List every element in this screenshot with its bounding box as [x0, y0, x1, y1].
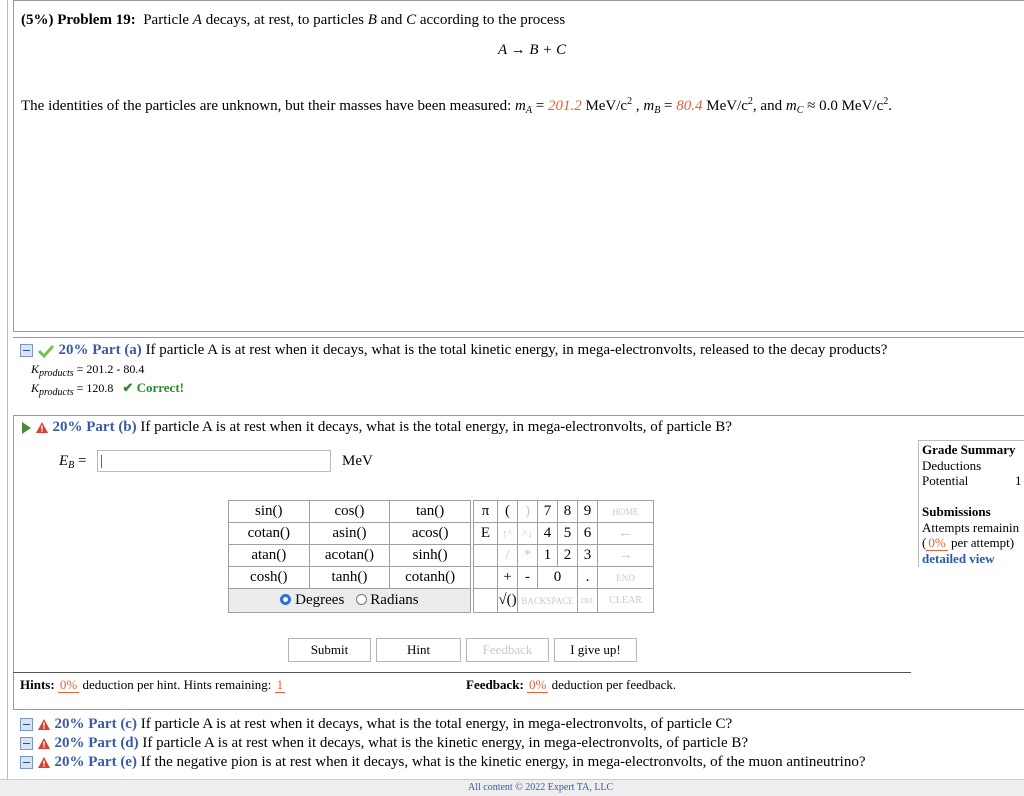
and-word: , and [752, 98, 783, 114]
key-8[interactable]: 8 [558, 501, 578, 523]
clear-key[interactable]: CLEAR [598, 589, 654, 613]
part-b-header[interactable] [22, 419, 732, 436]
text-caret [101, 455, 102, 468]
pi-key[interactable]: π [474, 501, 498, 523]
mc-value: 0.0 [819, 98, 838, 114]
part-a-var-2: K [31, 381, 40, 395]
warning-icon [37, 718, 51, 731]
sin-key[interactable]: sin() [229, 501, 310, 523]
key-4[interactable]: 4 [538, 523, 558, 545]
blank-key [474, 545, 498, 567]
tanh-key[interactable]: tanh() [309, 567, 390, 589]
minus-key[interactable]: - [518, 567, 538, 589]
collapse-icon[interactable] [20, 344, 33, 357]
submit-button[interactable]: Submit [288, 638, 371, 662]
cotanh-key[interactable]: cotanh() [390, 567, 471, 589]
cotan-key[interactable]: cotan() [229, 523, 310, 545]
part-c-question: If particle A is at rest when it decays, what is the total energy, in mega-electronvolts, of particle C? [140, 716, 733, 732]
rparen-key[interactable]: ) [518, 501, 538, 523]
potential-label: Potential [922, 473, 969, 488]
feedback-pct: 0% [529, 677, 547, 692]
home-key[interactable]: HOME [598, 501, 654, 523]
key-7[interactable]: 7 [538, 501, 558, 523]
cos-key[interactable]: cos() [309, 501, 390, 523]
warning-icon [37, 756, 51, 769]
feedback-text: deduction per feedback. [551, 677, 677, 692]
mb-label: m [643, 98, 655, 114]
part-b-question: If particle A is at rest when it decays, what is the total energy, in mega-electronvolts, of particle B? [140, 419, 732, 435]
mb-value: 80.4 [676, 98, 703, 114]
right-arrow-key[interactable]: → [598, 545, 654, 567]
left-arrow-key[interactable]: ← [598, 523, 654, 545]
part-e-weight: 20% Part (e) [54, 754, 137, 770]
decay-equation: A → B + C [498, 42, 567, 58]
hints-pct: 0% [59, 677, 78, 692]
eb-equals: = [78, 453, 87, 469]
part-a-expr-1: = 201.2 - 80.4 [76, 362, 145, 376]
per-attempt-text: per attempt) [950, 535, 1015, 550]
del-key[interactable]: DEL [578, 589, 598, 613]
blank-key [474, 567, 498, 589]
grade-summary-title: Grade Summary [922, 442, 1016, 457]
attempts-label: Attempts remainin [922, 520, 1020, 535]
problem-weight: (5%) [21, 12, 54, 28]
key-0[interactable]: 0 [538, 567, 578, 589]
expand-icon[interactable] [22, 422, 31, 434]
part-a-line-2 [31, 380, 184, 398]
part-e-question: If the negative pion is at rest when it decays, what is the kinetic energy, in mega-electronvolts, of the muon antineutrino? [140, 754, 866, 770]
asin-key[interactable]: asin() [309, 523, 390, 545]
sinh-key[interactable]: sinh() [390, 545, 471, 567]
ma-value: 201.2 [547, 98, 582, 114]
part-c-header[interactable] [20, 716, 732, 733]
tan-key[interactable]: tan() [390, 501, 471, 523]
particle-a: A [192, 12, 202, 28]
key-6[interactable]: 6 [578, 523, 598, 545]
per-attempt: ( 0% per attempt) [922, 535, 1015, 550]
ma-unit-sup: 2 [627, 96, 633, 107]
end-key[interactable]: END [598, 567, 654, 589]
degrees-radio[interactable] [280, 594, 291, 605]
part-e-header[interactable] [20, 754, 866, 771]
ma-unit: MeV/c [585, 98, 628, 114]
part-a-divider [13, 337, 1024, 338]
atan-key[interactable]: atan() [229, 545, 310, 567]
key-2[interactable]: 2 [558, 545, 578, 567]
masses-line: The identities of the particles are unknown, but their masses have been measured: $m_A = 201.2$ MeV/$c^2$ , $m_B = 80.4$ MeV/$c^2$, and $m_C \approx 0.0$ MeV/$c^2$. [21, 96, 892, 116]
calculator-keypad [473, 500, 654, 613]
up-key[interactable]: ↑^ [498, 523, 518, 545]
mb-unit-sup: 2 [747, 96, 753, 107]
multiply-key[interactable]: * [518, 545, 538, 567]
part-a-expr-2: = 120.8 [76, 381, 114, 395]
collapse-icon[interactable] [20, 756, 33, 769]
cosh-key[interactable]: cosh() [229, 567, 310, 589]
lparen-key[interactable]: ( [498, 501, 518, 523]
collapse-icon[interactable] [20, 737, 33, 750]
answer-label [59, 453, 87, 471]
problem-intro-2: decays, at rest, to particles [205, 12, 364, 28]
answer-unit: MeV [342, 453, 373, 469]
radians-radio[interactable] [356, 594, 367, 605]
feedback-button[interactable]: Feedback [466, 638, 549, 662]
part-d-question: If particle A is at rest when it decays, what is the kinetic energy, in mega-electronvolts, of particle B? [142, 735, 749, 751]
part-a-sub-2: products [39, 387, 74, 398]
feedback-label: Feedback: [466, 677, 524, 692]
eb-var: E [59, 453, 69, 469]
dot-key[interactable]: . [578, 567, 598, 589]
eb-sub: B [68, 460, 75, 471]
mb-unit: MeV/c [706, 98, 748, 114]
give-up-button[interactable]: I give up! [554, 638, 637, 662]
warning-icon [35, 421, 49, 434]
answer-input[interactable] [97, 450, 331, 472]
part-a-line-1 [31, 362, 144, 379]
key-5[interactable]: 5 [558, 523, 578, 545]
copyright-text: All content © 2022 Expert TA, LLC [468, 782, 614, 793]
part-b-weight: 20% Part (b) [52, 419, 137, 435]
problem-header [21, 12, 565, 29]
key-3[interactable]: 3 [578, 545, 598, 567]
part-d-weight: 20% Part (d) [54, 735, 139, 751]
mc-unit: MeV/c [841, 98, 884, 114]
part-d-header[interactable] [20, 735, 748, 752]
hints-text: deduction per hint. Hints remaining: [82, 677, 272, 692]
correct-label: ✔ Correct! [122, 380, 184, 395]
deductions-label: Deductions [922, 458, 982, 473]
problem-intro-and: and [380, 12, 403, 28]
sqrt-key[interactable]: √() [498, 589, 518, 613]
part-a-sub-1: products [39, 368, 74, 379]
feedback-info [466, 677, 676, 693]
plus-key[interactable]: + [498, 567, 518, 589]
part-a-question: If particle A is at rest when it decays, what is the total kinetic energy, in mega-electronvolts, released to the decay products? [145, 342, 888, 358]
hints-label: Hints: [20, 677, 55, 692]
mc-label: m [785, 98, 797, 114]
ma-sub: A [525, 105, 532, 116]
mc-unit-sup: 2 [883, 96, 889, 107]
divide-key[interactable]: / [498, 545, 518, 567]
hint-button[interactable]: Hint [376, 638, 461, 662]
part-a-var-1: K [31, 362, 40, 376]
degrees-label: Degrees [295, 592, 345, 608]
collapse-icon[interactable] [20, 718, 33, 731]
hints-info [20, 677, 285, 693]
e-key[interactable]: E [474, 523, 498, 545]
per-attempt-pct: 0% [928, 535, 946, 550]
angle-mode [229, 589, 471, 613]
check-icon [37, 342, 55, 358]
warning-icon [37, 737, 51, 750]
ma-label: m [515, 98, 526, 114]
problem-intro-3: according to the process [419, 12, 566, 28]
blank-key [474, 589, 498, 613]
problem-title: Problem 19: [57, 12, 136, 28]
acos-key[interactable]: acos() [390, 523, 471, 545]
part-a-header[interactable] [20, 342, 887, 359]
potential-value: 1 [1015, 473, 1022, 488]
problem-intro-1: Particle [143, 12, 190, 28]
particle-b: B [367, 12, 377, 28]
backspace-key[interactable]: BACKSPACE [518, 589, 578, 613]
mb-sub: B [654, 105, 661, 116]
calculator-functions [228, 500, 471, 613]
part-c-weight: 20% Part (c) [54, 716, 137, 732]
down-key[interactable]: ^↓ [518, 523, 538, 545]
submissions-title: Submissions [922, 504, 991, 519]
detailed-view-link[interactable]: detailed view [922, 551, 995, 566]
radians-label: Radians [370, 592, 419, 608]
part-a-weight: 20% Part (a) [58, 342, 142, 358]
acotan-key[interactable]: acotan() [309, 545, 390, 567]
key-9[interactable]: 9 [578, 501, 598, 523]
particle-c: C [406, 12, 417, 28]
hints-remaining: 1 [276, 677, 284, 692]
key-1[interactable]: 1 [538, 545, 558, 567]
mc-sub: C [796, 105, 804, 116]
masses-text: The identities of the particles are unknown, but their masses have been measured: [21, 98, 512, 114]
